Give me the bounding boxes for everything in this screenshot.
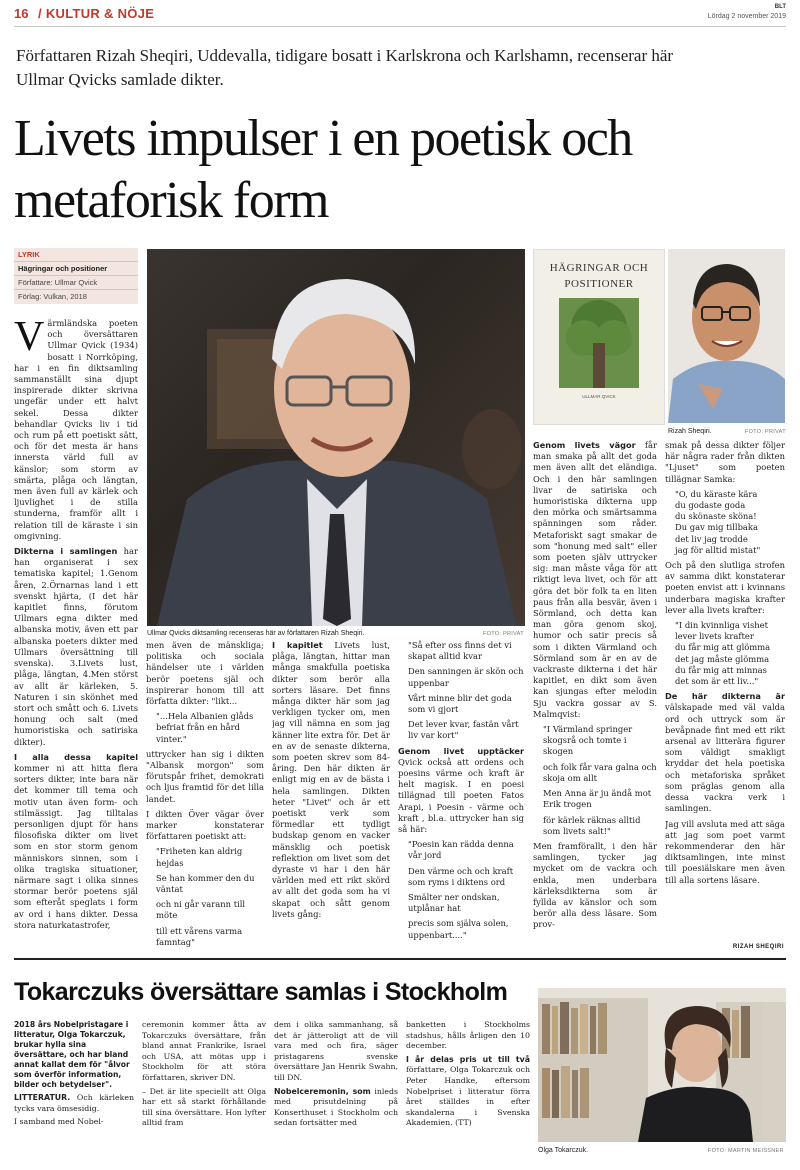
paragraph-lead: Dikterna i samlingen — [14, 546, 118, 557]
article-headline: Livets impulser i en poetisk och metaforisk form — [14, 110, 632, 229]
paragraph-lead: I år delas pris ut till två — [406, 1054, 530, 1064]
poem-quote: Du gav mig tillbaka — [675, 522, 758, 533]
poem-quote: Vårt minne blir det goda som vi gjort — [408, 692, 512, 715]
article-byline: RIZAH SHEQIRI — [732, 944, 784, 950]
poem-quote: och ni går varann till möte — [156, 899, 246, 921]
poem-quote: Den sanningen är skön och uppenbar — [408, 666, 524, 688]
article-paragraph: ceremonin kommer åtta av Tokarczuks översättare, från bland annat Frankrike, Israel och USA, att mötas upp i Stockholm för att störa författaren, skriver DN. — [142, 1020, 266, 1082]
article2-column-2 — [142, 1020, 266, 1160]
poem-quote: det liv jag trodde — [675, 533, 748, 544]
book-cover-title-line1: HÄGRINGAR OCH — [549, 262, 649, 274]
poem-quote: "Friheten kan aldrig hejdas — [156, 846, 243, 868]
poem-quote: Se han kommer den du väntat — [156, 872, 255, 895]
book-cover — [533, 249, 665, 425]
page-header — [14, 4, 786, 27]
article-ingress: Författaren Rizah Sheqiri, Uddevalla, tidigare bosatt i Karlskrona och Karlshamn, recenserar här Ullmar Qvicks samlade dikter. — [16, 46, 674, 89]
article-column-1 — [14, 318, 138, 954]
poem-quote: lever livets krafter — [675, 631, 754, 642]
paragraph-lead: I alla dessa kapitel — [14, 751, 138, 762]
article2-column-4 — [406, 1020, 530, 1160]
rizah-portrait-illustration — [668, 249, 785, 423]
paragraph-lead: De här dikterna är — [665, 691, 785, 702]
factbox-publisher: Förlag: Vulkan, 2018 — [18, 292, 87, 301]
poem-quote: Det lever kvar, fastän vårt liv var kort" — [408, 719, 519, 741]
olga-photo-credit: FOTO: MARTIN MEISSNER — [708, 1148, 784, 1154]
poem-quote: det jag måste glömma — [675, 653, 770, 664]
factbox-category: LYRIK — [14, 248, 138, 262]
article-paragraph: uttrycker han sig i dikten "Albansk morgon" som förutspår frihet, demokrati och ljus framtid för det lilla landet. — [146, 748, 264, 804]
poem-quote: det som är ett liv..." — [675, 676, 759, 687]
paragraph-lead: I kapitlet — [272, 640, 323, 650]
article-divider — [14, 958, 786, 960]
poem-quote: du godaste goda — [675, 500, 746, 511]
article-paragraph: Jag vill avsluta med att säga att jag som poet varmt rekommenderar den här diktsamlingen, inte minst till poesiälskare men även till alla sortens läsare. — [665, 818, 785, 885]
article-paragraph: – Det är lite speciellt att Olga har ett så starkt förhållande till sina översättare. Hon lyfter alltid fram — [142, 1086, 266, 1128]
poem-quote: "I Värmland springer skogsrå och tomte i skogen — [543, 724, 633, 757]
article-column-2 — [146, 640, 264, 954]
portrait-photo-rizah-sheqiri — [668, 249, 785, 423]
article-column-5 — [533, 440, 657, 954]
article2-headline: Tokarczuks översättare samlas i Stockholm — [14, 978, 508, 1006]
poem-quote: "Poesin kan rädda denna vår jord — [408, 839, 514, 861]
issue-date: Lördag 2 november 2019 — [707, 13, 786, 20]
newspaper-name: BLT — [774, 4, 786, 10]
rizah-photo-credit: FOTO: PRIVAT — [745, 429, 786, 435]
main-photo-caption: Ullmar Qvicks diktsamling recenseras här av författaren Rizah Sheqiri. — [147, 630, 365, 637]
paragraph-lead: Genom livets vägor — [533, 440, 636, 450]
poem-quote: Smälter ner ondskan, utplånar hat — [408, 892, 500, 914]
portrait-photo-olga-tokarczuk — [538, 988, 786, 1142]
article-paragraph: författare, Olga Tokarczuk och Peter Handke, eftersom Nobelpriset i litteratur förra året ställdes in efter skandalerna i Svenska Akademien. (TT) — [406, 1065, 530, 1128]
poem-quote: Men Anna är ju ändå mot Erik trogen — [543, 788, 652, 810]
poem-quote: du får mig att minnas — [675, 664, 767, 675]
poem-quote: för kärlek räknas alltid som livets salt!" — [543, 814, 641, 836]
article2-lead: 2018 års Nobelpristagare i litteratur, Olga Tokarczuk, brukar hylla sina översättare, och har bland annat kallat dem för "ålvor som överför information, bilder och betydelser". — [14, 1020, 130, 1089]
book-cover-title-line2: POSITIONER — [564, 278, 634, 290]
poem-quote: och folk får vara galna och skoja om allt — [543, 761, 657, 783]
section-label: / KULTUR & NÖJE — [38, 6, 155, 21]
article-paragraph: får man smaka på allt det goda men även allt det eländiga. Och i den här samlingen livar de satiriska och humoristiska dikterna upp den mörka och smärtsamma spänningen som råder. Metaforiskt sagt smakar de som "honung med salt" eller som poeten själv uttrycker sig: man måste våga för att riktigt leva livet, och för att göra det bör folk ta en liten paus från alla besvär, även i Sörmland, och detta kan man göra genom skoj, humor och satir precis så som i dikten Värmland och Sörmland som är en av de vackraste dikterna i det här kapitlet, en dikt som även kan sjungas efter melodin Sju vackra gossar av S. Malmqvist: — [533, 440, 657, 719]
article-paragraph: Livets lust, plåga, längtan, hittar man många smakfulla poetiska dikter som berör alla sorters läsare. Det finns många dikter här som jag verkligen tycker om, men jag vill nämna en som jag känner lite extra för. Det är en av de senaste dikterna, som poeten skrev som 84-åring. Den här dikten är enligt mig en av de bästa i hela samlingen. Dikten heter "Livet" och är ett poetiskt verk som förmedlar ett tydligt budskap genom en vacker mänsklig och poetisk reflektion om livet som det dyraste vi har i den här världen med ett rikt skörd av allt det goda som ha vi skapat och sått genom livets gång: — [272, 640, 390, 919]
paragraph-lead: Genom livet upptäcker — [398, 745, 524, 756]
article-paragraph: välskapade med väl valda ord och uttryck som är bevåpnade fint med ett rikt arsenal av litterära figurer som väldigt smakligt kryddar det hela poetiska och metaforiska språket som präglas genom alla dessa vackra verk i samlingen. — [665, 702, 785, 814]
drop-cap: V — [14, 318, 45, 360]
article2-column-3 — [274, 1020, 398, 1160]
factbox-title: Hägringar och positioner — [14, 262, 138, 276]
portrait-photo-ullmar-qvick — [147, 249, 525, 626]
factbox-author: Författare: Ullmar Qvick — [14, 276, 138, 290]
olga-photo-caption: Olga Tokarczuk. — [538, 1147, 589, 1154]
review-factbox — [14, 248, 138, 304]
article-column-3 — [272, 640, 390, 954]
article-paragraph: dem i olika sammanhang, så det är jätteroligt att de vill vara med och fira, säger pristagarens svenske översättare Jan Henrik Swahn, till DN. — [274, 1020, 398, 1082]
article-paragraph: ärmländska poeten och översättaren Ullmar Qvick (1934) bosatt i Norrköping, har i en fin diktsamling sammanställt sina djupt inspirerade dikter skrivna ungefär under ett halvt sekel. Dessa dikter behandlar Qvicks liv i tid och rum på ett poetiskt sätt, och för det mesta är hans innersta värld full av känslor; som storm av smärta, plåga och längtan, men även full av kärlek och ljuvlighet i de stilla stunderna, framför allt i relation till de käraste i sin omgivning. — [14, 318, 138, 541]
poem-quote: du får mig att glömma — [675, 642, 771, 653]
poem-quote: precis som själva solen, uppenbart...." — [408, 918, 509, 940]
article-paragraph: Men framförallt, i den här samlingen, tycker jag mycket om de vackra och enkla, men underbara kärleksdikterna som är fyllda av känslor och som berör alla dess läsare. Som prov- — [533, 840, 657, 930]
article-paragraph: I samband med Nobel- — [14, 1117, 104, 1127]
article-paragraph: Qvick också att ordens och poesins värme och kraft är helt magisk. I en poesi tillägnad till poeten Fatos Arapi, i Poesin - värme och kraft , bl.a. uttrycker han sig så här: — [398, 756, 524, 835]
article-paragraph: I dikten Över vägar över marker konstaterar författaren poetiskt att: — [146, 808, 264, 842]
article-paragraph: banketten i Stockholms stadshus, hålls årligen den 10 december. — [406, 1020, 530, 1051]
article-column-4 — [398, 640, 524, 954]
portrait-illustration — [147, 249, 525, 626]
olga-portrait-illustration — [538, 988, 786, 1142]
article-column-6 — [665, 440, 785, 940]
book-cover-tree-image — [559, 298, 639, 388]
paragraph-lead: Nobelceremonin, som — [274, 1086, 371, 1096]
poem-quote: "O, du käraste kära — [675, 488, 758, 499]
article-paragraph: Och kärleken tycks vara ömsesidig. — [14, 1093, 134, 1113]
book-cover-author: ULLMAR QVICK — [582, 394, 616, 399]
article-paragraph: men även de mänskliga; politiska och sociala händelser ute i världen berör poetens själ och inspirerar honom till att författa dikter: "likt... — [146, 640, 264, 707]
poem-quote: till ett vårens varma famntag" — [156, 925, 243, 947]
article-paragraph: smak på dessa dikter följer här några rader från dikten "Ljuset" som poeten tillägnar Samka: — [665, 440, 785, 484]
poem-quote: jag för alltid mistat" — [675, 544, 761, 555]
rizah-photo-caption: Rizah Sheqiri. — [668, 428, 712, 435]
article2-column-1 — [14, 1020, 134, 1160]
poem-quote: "...Hela Albanien glåds befriat från en hård vinter." — [156, 711, 254, 744]
main-photo-credit: FOTO: PRIVAT — [483, 631, 524, 637]
page-number: 16 — [14, 6, 29, 21]
poem-quote: "I din kvinnliga vishet — [675, 620, 768, 631]
article-paragraph: inleds med prisutdelning på Konserthuset i Stockholm och sedan fortsätter med — [274, 1086, 398, 1128]
poem-quote: Den värme och och kraft som ryms i diktens ord — [408, 865, 514, 887]
article-paragraph: har han organiserat i sex tematiska kapitel; 1.Genom åren, 2.Örnarnas land i ett svenskt hjärta, (I det här kapitlet finns, förutom Ullmars egna dikter med albanska motiv, även ett par albanska poeters dikter med Ullmars översättning till svenska). 3.Livets lust, plåga, längtan, 4.Men störst av allt är kärleken, 5. Naturen i sin skönhet med stort och smått och 6. Livets honung och salt (med humoristiska och satiriska dikter). — [14, 546, 138, 747]
article-paragraph: Och på den slutliga strofen av samma dikt konstaterar poeten envist att i kvinnans underbara magiska krafter lever alla livets krafter: — [665, 560, 785, 615]
poem-quote: "Så efter oss finns det vi skapat alltid kvar — [408, 640, 512, 662]
poem-quote: du skönaste sköna! — [675, 511, 757, 522]
paragraph-lead: LITTERATUR. — [14, 1093, 71, 1102]
article-paragraph: kommer ni att hitta flera sorters dikter, inte bara när det kommer till tema och motiv utan även form- och stilmässigt. Jag tilltalas personligen djupt för hans filosofiska dikter om livet som en stor storm genom människors sinnen, som i olika tragiska situationer, närmare sagt i olika sinnes stormar berör poetens själ som efteråt speglats i form av ord i hans dikter. Dessa stora naturkatastrofer, — [14, 762, 138, 930]
